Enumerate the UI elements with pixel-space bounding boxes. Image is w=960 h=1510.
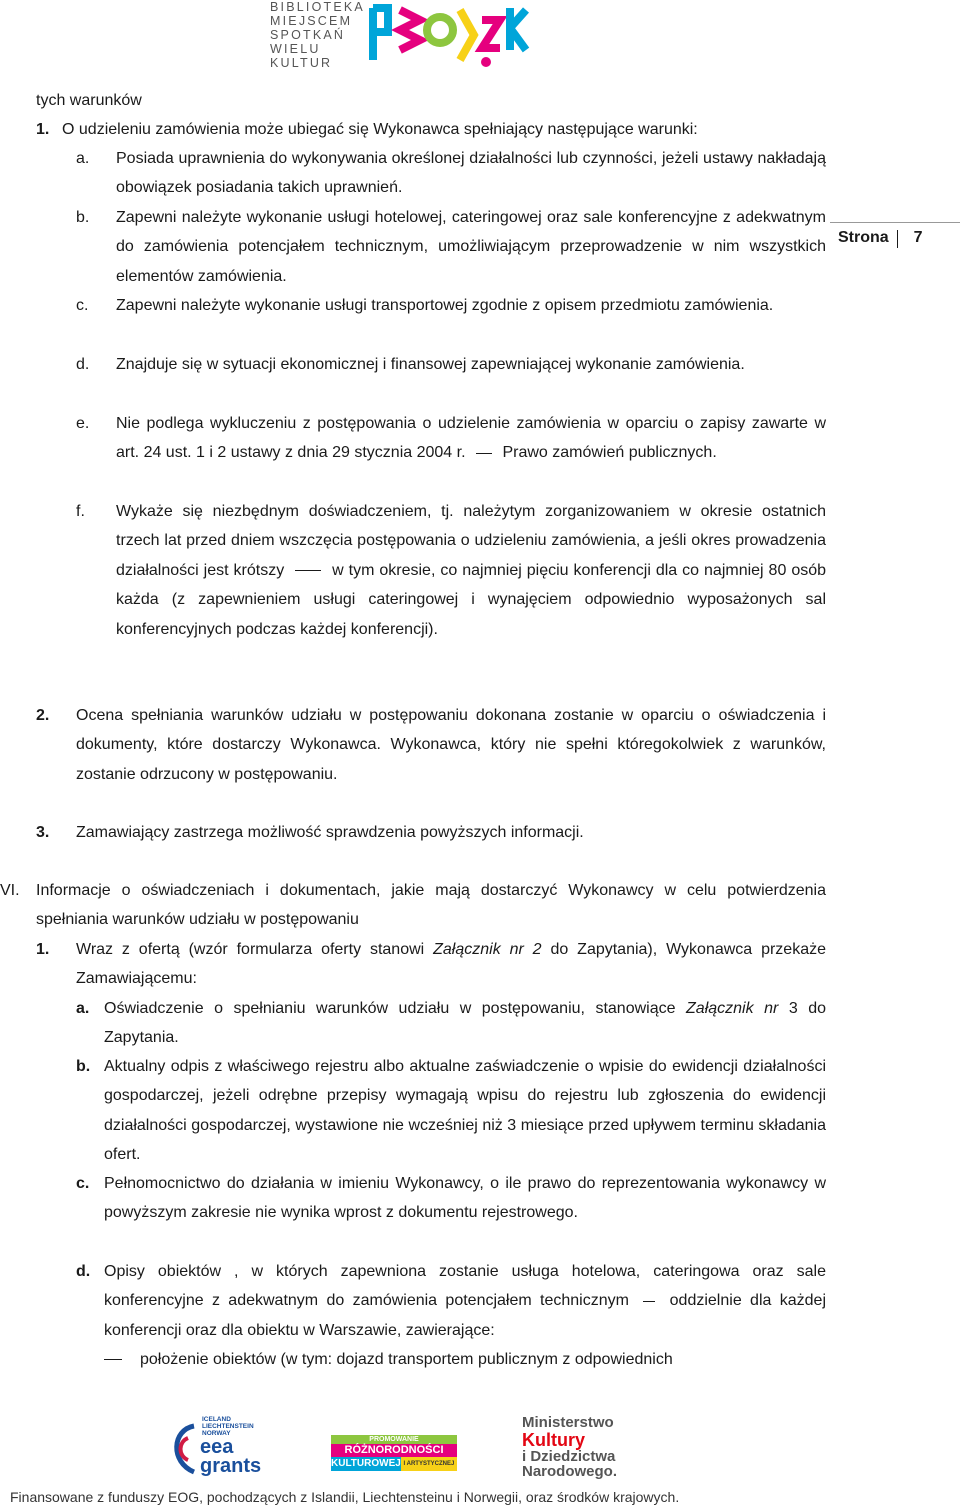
list-item — [76, 144, 826, 203]
page-number-rule — [830, 222, 960, 223]
logo-glyph-shape — [510, 8, 526, 50]
culture-line: PROMOWANIE — [331, 1435, 457, 1444]
culture-line: RÓŻNORODNOŚCI — [331, 1444, 457, 1457]
dash-list-item — [104, 1345, 826, 1374]
list-text: Znajduje się w sytuacji ekonomicznej i finansowej zapewniającej wykonanie zamówienia. — [116, 356, 745, 373]
logo-glyph-shape — [460, 10, 474, 60]
list-item — [76, 350, 826, 379]
list-letter: c. — [76, 297, 89, 314]
list-text: Posiada uprawnienia do wykonywania określonej działalności lub czynności, jeżeli ustawy nakładają obowiązek posiadania takich uprawnień. — [116, 150, 826, 197]
eea-word: eea — [200, 1436, 234, 1458]
ministry-logo — [522, 1415, 662, 1481]
logo-line: BIBLIOTEKA — [270, 0, 365, 14]
list-text: Pełnomocnictwo do działania w imieniu Wykonawcy, o ile prawo do reprezentowania wykonawcy w powyższym zakresie nie wynika wprost z dokumentu rejestrowego. — [104, 1175, 826, 1222]
ministry-line: Kultury — [522, 1430, 585, 1450]
page-number — [838, 229, 922, 247]
list-text-part: Oświadczenie o spełnianiu warunków udziału w postępowaniu, stanowiące — [104, 1000, 676, 1017]
section-heading-tail: tych warunków — [36, 92, 142, 109]
list-text — [116, 497, 826, 644]
list-text: Zapewni należyte wykonanie usługi hotelowej, cateringowej oraz sale konferencyjne z adekwatnym do zamówienia potencjałem technicznym, umożliwiającym przeprowadzenie w nim wszystkich elementów zamówienia. — [116, 209, 826, 285]
list-letter: d. — [76, 1263, 91, 1280]
library-logo-glyphs — [368, 0, 533, 72]
page-number-value: 7 — [913, 229, 923, 246]
logo-glyph-shape — [400, 10, 420, 50]
logo-line: SPOTKAŃ — [270, 28, 346, 42]
logo-line: KULTUR — [270, 56, 333, 70]
list-letter: a. — [76, 1000, 90, 1017]
list-item — [76, 1169, 826, 1228]
list-text: położenie obiektów (w tym: dojazd transportem publicznym z odpowiednich — [140, 1351, 673, 1368]
eea-swirl-icon — [166, 1422, 200, 1478]
list-number: 1. — [36, 121, 50, 138]
eea-country: LIECHTENSTEIN — [202, 1423, 254, 1430]
list-text-part: Wraz z ofertą (wzór formularza oferty stanowi — [76, 941, 425, 958]
library-logo-text — [270, 0, 366, 70]
list-item — [76, 1052, 826, 1170]
ministry-line: Ministerstwo — [522, 1414, 614, 1431]
dash — [643, 1301, 655, 1302]
list-text-part: Nie podlega wykluczeniu z postępowania o udzielenie zamówienia w oparciu o zapisy zawarte w art. 24 ust. 1 i 2 ustawy z dnia 29 stycznia 2004 r. — [116, 415, 826, 462]
list-item — [76, 291, 826, 320]
list-text — [76, 935, 826, 994]
list-text — [104, 1257, 826, 1345]
list-item — [36, 818, 826, 847]
eea-country: NORWAY — [202, 1430, 231, 1437]
page-number-label: Strona — [838, 229, 889, 246]
logo-line: WIELU — [270, 42, 321, 56]
eea-word: grants — [200, 1455, 262, 1477]
dash — [476, 453, 492, 454]
list-text-part: 3 do Zapytania. — [104, 1000, 826, 1047]
list-text — [104, 994, 826, 1053]
culture-line: I ARTYSTYCZNEJ — [401, 1457, 457, 1471]
list-letter: e. — [76, 415, 90, 432]
list-number: 1. — [36, 941, 50, 958]
list-text-part: Prawo zamówień publicznych. — [502, 444, 717, 462]
list-text-part: w tym okresie, co najmniej pięciu konferencji dla co najmniej 80 osób każda (z zapewnieniem usługi cateringowej i wynajęciem odpowiednio wyposażonych sal konferencyjnych podczas każdej konferencji). — [116, 561, 827, 638]
list-letter: d. — [76, 356, 90, 373]
list-text-part: oddzielnie dla każdej konferencji oraz dla obiektu w Warszawie, zawierające: — [104, 1292, 826, 1339]
list-item — [36, 935, 826, 994]
eea-grants-logo — [166, 1416, 276, 1482]
list-item — [76, 497, 826, 644]
list-item — [76, 203, 826, 291]
dash-bullet — [104, 1345, 140, 1374]
ministry-line: Narodowego. — [522, 1463, 618, 1480]
list-item — [36, 701, 826, 789]
list-text-italic: Załącznik nr 2 — [433, 941, 542, 958]
list-text-italic: Załącznik nr — [686, 1000, 779, 1017]
list-text: O udzieleniu zamówienia może ubiegać się Wykonawca spełniający następujące warunki: — [62, 121, 698, 138]
dash — [295, 570, 321, 571]
list-number: 3. — [36, 824, 50, 841]
list-item — [76, 409, 826, 468]
section-number: VI. — [0, 882, 20, 899]
list-letter: f. — [76, 503, 85, 520]
list-text: Zamawiający zastrzega możliwość sprawdzenia powyższych informacji. — [76, 824, 584, 841]
list-letter: b. — [76, 1058, 91, 1075]
logo-glyph-shape — [427, 17, 453, 43]
list-item — [76, 1257, 826, 1345]
list-text-part: Opisy obiektów , w których zapewniona zostanie usługa hotelowa, cateringowa oraz sale konferencyjne z adekwatnym do zamówienia potencjałem technicznym — [104, 1263, 826, 1310]
list-letter: a. — [76, 150, 90, 167]
list-letter: b. — [76, 209, 90, 226]
list-text — [116, 409, 826, 468]
section-title: Informacje o oświadczeniach i dokumentach, jakie mają dostarczyć Wykonawcy w celu potwierdzenia spełniania warunków udziału w postępowaniu — [36, 882, 826, 929]
list-text: Aktualny odpis z właściwego rejestru albo aktualne zaświadczenie o wpisie do ewidencji działalności gospodarczej, jeżeli odrębne przepisy wymagają wpisu do rejestru lub zgłoszenia do ewidencji działalności gospodarczej, wystawione nie wcześniej niż 3 miesiące przed upływem terminu składania ofert. — [104, 1058, 826, 1164]
logo-line: MIEJSCEM — [270, 14, 353, 28]
ministry-line: i Dziedzictwa — [522, 1448, 616, 1465]
logo-glyph-dot — [481, 57, 491, 67]
list-text: Ocena spełniania warunków udziału w postępowaniu dokonana zostanie w oparciu o oświadczenia i dokumenty, które dostarczy Wykonawca. Wykonawca, który nie spełni któregokolwiek z warunków, zostanie odrzucony w postępowaniu. — [76, 707, 826, 783]
list-text: Zapewni należyte wykonanie usługi transportowej zgodnie z opisem przedmiotu zamówienia. — [116, 297, 774, 314]
list-item — [76, 994, 826, 1053]
footer-text: Finansowane z funduszy EOG, pochodzących z Islandii, Liechtensteinu i Norwegii, oraz środków krajowych. — [10, 1489, 680, 1505]
logo-glyph-shape — [373, 8, 388, 60]
list-letter: c. — [76, 1175, 90, 1192]
section-vi-heading — [0, 876, 826, 935]
eea-country: ICELAND — [202, 1416, 231, 1423]
list-number: 2. — [36, 707, 50, 724]
culture-line: KULTUROWEJ — [331, 1458, 401, 1469]
list-item — [36, 115, 826, 144]
list-text-part: do Zapytania), Wykonawca przekaże Zamawiającemu: — [76, 941, 827, 988]
list-text-part: Wykaże się niezbędnym doświadczeniem, tj. należytym zorganizowaniem w okresie ostatnich trzech lat przed dniem wszczęcia postępowania o udzieleniu zamówienia, a jeśli okres prowadzenia działalności jest krótszy — [116, 503, 826, 579]
culture-program-logo — [331, 1435, 457, 1481]
logo-glyph-shape — [482, 20, 500, 48]
